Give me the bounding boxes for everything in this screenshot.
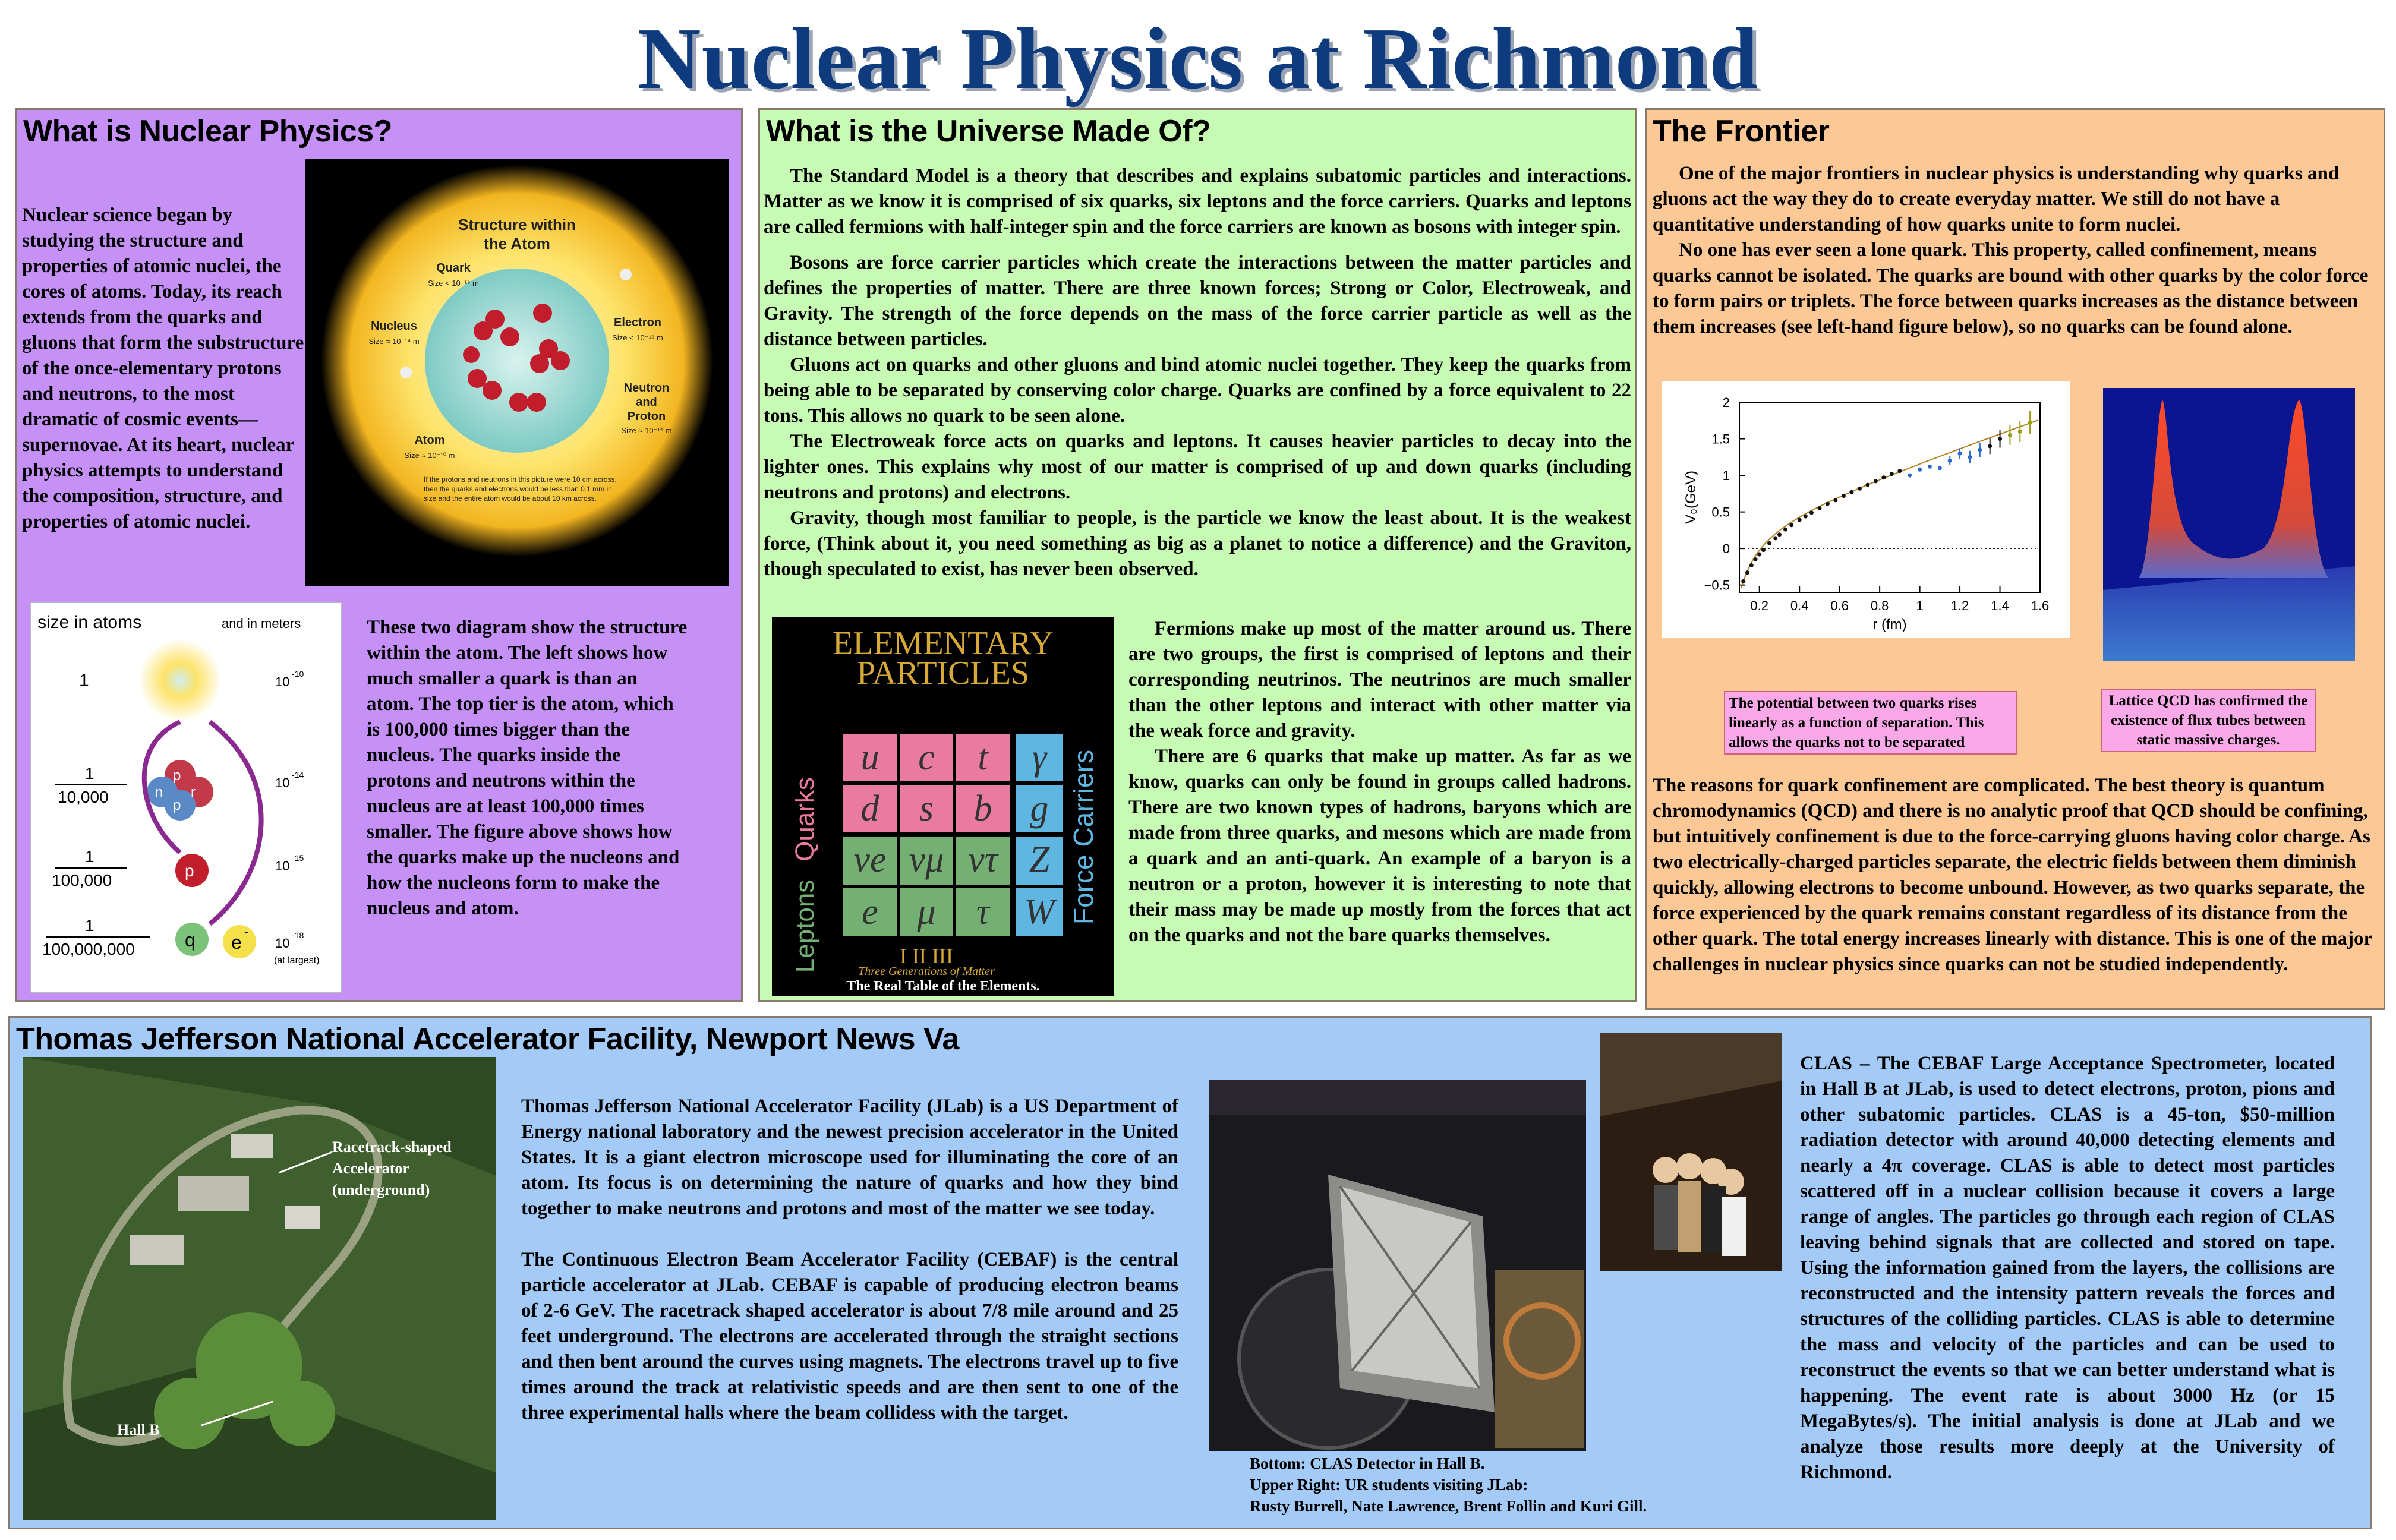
y-tick-label: 0 <box>1722 541 1730 557</box>
data-point <box>1998 437 2002 441</box>
fermions-para: Fermions make up most of the matter around us. There are two groups, the first is comprised of leptons and their corresponding neutrinos. The neutrinos are much smaller than the other leptons and interact with other matter via the weak force and gravity. <box>1128 618 1631 741</box>
row4-right: 10 <box>275 936 290 951</box>
chart-frame <box>1739 402 2040 592</box>
universe-text-top <box>764 163 1631 582</box>
label-atom-size: Size ≈ 10⁻¹⁰ m <box>404 451 455 460</box>
photo-caption-2: Upper Right: UR students visiting JLab: <box>1250 1476 1528 1494</box>
data-point <box>1948 459 1952 463</box>
frontier-para-3: The reasons for quark confinement are complicated. The best theory is quantum chromodynamics (QCD) and there is no analytic proof that QCD should be confining, but intuitively confinement is due to the force-carrying gluons having color charge. As two electrically-charged particles separate, the electric fields between them diminish quickly, allowing electrons to become unbound. However, as two quarks separate, the force experienced by the quark remains constant regardless of its distance from the other quark. The total energy increases linearly with distance. This is one of the major challenges in nuclear physics since quarks can not be studied independently. <box>1653 775 2372 975</box>
data-point <box>1918 468 1922 472</box>
bosons-para: Bosons are force carrier particles which create the interactions between the matter particles and defines the properties of matter. There are three known forces; Strong or Color, Electroweak, and Gravity. The strength of the force depends on the mass of the force carrier particle as well as the distance between particles. <box>764 252 1631 350</box>
data-point <box>1789 523 1793 527</box>
quark-u: u <box>860 737 879 778</box>
x-tick-label: 1.4 <box>1991 598 2009 613</box>
jlab-para-1: Thomas Jefferson National Accelerator Facility (JLab) is a US Department of Energy national laboratory and the newest precision accelerator in the United States. It is a giant electron microscope used for illuminating the core of an atom. Its focus is on determining the nature of quarks and how they bind together to make neutrons and protons and most of the matter we see today. <box>521 1096 1178 1219</box>
electron-label: e <box>231 932 242 953</box>
lepton-tau: τ <box>976 892 990 932</box>
scale-header-meters: and in meters <box>222 616 301 631</box>
panel-heading: The Frontier <box>1653 114 1830 149</box>
row2-num: 1 <box>85 764 94 782</box>
nucleon-r: r <box>191 784 196 800</box>
data-point <box>1741 579 1745 583</box>
label-neutron: Neutron <box>623 381 670 395</box>
boson-g: g <box>1030 788 1049 829</box>
label-quark-size: Size < 10⁻¹⁹ m <box>428 279 479 288</box>
atom-title-1: Structure within <box>458 216 576 233</box>
ep-quarks-label: Quarks <box>790 777 819 861</box>
data-point <box>1773 536 1777 540</box>
data-point <box>1881 475 1886 479</box>
data-point <box>1749 563 1754 567</box>
row4-exp: -18 <box>292 930 304 940</box>
intro-text: Nuclear science began by studying the structure and properties of atomic nuclei, the cores of atoms. Today, its reach extends from the quarks and gluons that form the substructure of the once-elementary protons and neutrons, to the most dramatic of cosmic events—supernovae. At its heart, nuclear physics attempts to understand the composition, structure, and properties of atomic nuclei. <box>22 204 304 532</box>
ep-generations: I II III <box>900 944 953 968</box>
data-point <box>1978 448 1982 452</box>
frontier-text-top <box>1653 161 2380 340</box>
atom-note-1: If the protons and neutrons in this picture were 10 cm across, <box>424 475 617 484</box>
lepton-vtau: ντ <box>968 840 998 880</box>
potential-chart-svg <box>1662 381 2070 638</box>
gravity-para: Gravity, though most familiar to people, is the particle we know the least about. It is the weakest force, (Think about it, you need something as big as a planet to notice a difference) and the Graviton, though speculated to exist, has never been observed. <box>764 507 1631 580</box>
nucleon-p2: p <box>173 797 181 813</box>
electron-minus: - <box>244 926 248 939</box>
data-point <box>2008 433 2012 437</box>
data-point <box>1908 474 1912 478</box>
ep-leptons-label: Leptons <box>790 879 819 973</box>
data-point <box>1804 515 1808 519</box>
data-point <box>1833 498 1837 502</box>
x-tick-label: 1.6 <box>2031 598 2050 613</box>
students-svg <box>1600 1033 1782 1271</box>
row2-den: 10,000 <box>58 788 109 806</box>
data-point <box>1874 479 1878 483</box>
panel-nuclear-physics <box>15 108 743 1002</box>
data-point <box>1798 518 1802 522</box>
data-point <box>2018 430 2022 434</box>
data-point <box>2028 421 2032 425</box>
data-point <box>1809 510 1814 515</box>
row4-den: 100,000,000 <box>42 940 135 958</box>
electron-dot <box>620 269 632 280</box>
data-point <box>1826 502 1830 506</box>
label-nucleus-size: Size ≈ 10⁻¹⁴ m <box>368 337 420 346</box>
quark-s: s <box>919 788 934 829</box>
elementary-particles-image <box>772 617 1114 996</box>
scale-diagram <box>30 602 342 993</box>
data-point <box>1777 532 1782 537</box>
y-tick-label: 1 <box>1722 468 1730 484</box>
row1-right: 10 <box>275 674 290 689</box>
data-point <box>1958 452 1962 456</box>
y-tick-label: −0.5 <box>1704 578 1730 593</box>
electroweak-para: The Electroweak force acts on quarks and leptons. It causes heavier particles to decay into the lighter ones. This explains why most of our matter is comprised of up and down quarks (including neutrons and protons) and electrons. <box>764 431 1631 503</box>
y-tick-label: 2 <box>1722 395 1730 410</box>
photo-caption-1: Bottom: CLAS Detector in Hall B. <box>1250 1454 1485 1472</box>
data-point <box>1890 472 1894 476</box>
atom-structure-image <box>305 159 729 586</box>
nucleus <box>425 269 609 453</box>
atom-note-3: size and the entire atom would be about 10 km across. <box>424 494 597 503</box>
row1-exp: -10 <box>292 669 304 679</box>
potential-chart <box>1662 381 2070 638</box>
quarks-para: There are 6 quarks that make up matter. As far as we know, quarks can only be found in groups called hadrons. There are two known types of hadrons, baryons which are made from three quarks, and mesons which are made from a quark and an anti-quark. An example of a baryon is a neutron or a proton, however it is interesting to note that their mass may be made up mostly from the forces that act on the quarks and not the bare quarks themselves. <box>1128 746 1631 946</box>
lepton-vmu: νμ <box>909 840 944 880</box>
data-point <box>1988 444 1992 448</box>
row4-num: 1 <box>85 916 94 935</box>
quark-b: b <box>973 788 992 829</box>
label-proton-size: Size ≈ 10⁻¹⁵ m <box>621 426 672 435</box>
panel-jlab <box>8 1016 2372 1529</box>
data-point <box>1757 553 1761 557</box>
lattice-qcd-image <box>2103 388 2355 661</box>
jlab-para-2: The Continuous Electron Beam Accelerator Facility (CEBAF) is the central particle accelerator at JLab. CEBAF is capable of producing electron beams of 2-6 GeV. The racetrack shaped accelerator is about 7/8 mile around and 25 feet underground. The electrons are accelerated through the straight sections and then bent around the curves using magnets. The electrons travel up to five times around the track at relativistic speeds and are then sent to one of the three experimental halls where the beam collidess with the target. <box>521 1249 1178 1424</box>
data-point <box>1842 494 1846 498</box>
aerial-photo-svg <box>23 1057 496 1520</box>
boson-w: W <box>1024 892 1055 932</box>
data-point <box>1767 541 1771 545</box>
atom-title-2: the Atom <box>484 235 550 253</box>
jlab-text <box>521 1094 1178 1426</box>
lattice-caption: Lattice QCD has confirmed the existence of flux tubes between static massive charges. <box>2101 689 2316 752</box>
lattice-qcd-svg <box>2103 388 2355 661</box>
photo-caption <box>1250 1453 1785 1517</box>
data-point <box>1865 483 1869 487</box>
data-point <box>1849 490 1853 494</box>
label-hall-b: Hall B <box>117 1421 160 1438</box>
students-photo <box>1600 1033 1782 1271</box>
photo-caption-3: Rusty Burrell, Nate Lawrence, Brent Follin and Kuri Gill. <box>1250 1497 1647 1515</box>
ep-title-2: PARTICLES <box>856 655 1030 692</box>
data-point <box>1938 466 1942 470</box>
boson-gamma: γ <box>1032 737 1047 778</box>
proton-label: p <box>185 861 194 880</box>
label-accelerator: Accelerator <box>332 1160 409 1177</box>
boson-z: Z <box>1029 840 1050 880</box>
ep-caption: The Real Table of the Elements. <box>846 979 1040 994</box>
data-point <box>1858 487 1862 491</box>
gluons-para: Gluons act on quarks and other gluons and bind atomic nuclei together. They keep the quarks from being able to be separated by conserving color charge. Quarks are confined by a force equivalent to 22 tons. This allows no quark to be seen alone. <box>764 354 1631 427</box>
panel-heading: Thomas Jefferson National Accelerator Facility, Newport News Va <box>16 1022 959 1056</box>
frontier-para-1: One of the major frontiers in nuclear physics is understanding why quarks and gluons act the way they do to create everyday matter. We still do not have a quantitative understanding of how quarks unite to form nuclei. <box>1653 163 2340 235</box>
aerial-photo <box>23 1057 496 1520</box>
elementary-particles-svg <box>772 617 1114 996</box>
data-point <box>1783 528 1787 532</box>
scale-diagram-svg <box>31 603 342 993</box>
label-atom: Atom <box>414 434 445 447</box>
label-electron: Electron <box>613 316 662 329</box>
clas-detector-svg <box>1209 1080 1586 1451</box>
label-underground: (underground) <box>332 1181 430 1198</box>
standard-model-para: The Standard Model is a theory that describes and explains subatomic particles and interactions. Matter as we know it is comprised of six quarks, six leptons and the force carriers. Quarks and leptons are called fermions with half-integer spin and the force carriers are known as bosons with integer spin. <box>764 165 1631 238</box>
atom-note-2: then the quarks and electrons would be less than 0.1 mm in <box>424 485 612 493</box>
row2-right: 10 <box>275 775 290 790</box>
data-point <box>1753 557 1757 561</box>
quark-c: c <box>918 737 935 778</box>
label-proton: Proton <box>627 410 666 423</box>
atom-structure-svg <box>305 159 729 586</box>
nucleon-p: p <box>173 768 181 784</box>
label-and: and <box>636 396 657 409</box>
data-point <box>1745 570 1749 575</box>
potential-caption: The potential between two quarks rises linearly as a function of separation. This allows the quarks not to be separated <box>1724 691 2017 755</box>
y-tick-label: 1.5 <box>1711 431 1730 447</box>
universe-text-bottom <box>1128 616 1631 948</box>
frontier-para-2: No one has ever seen a lone quark. This property, called confinement, means quarks cannot be isolated. The quarks are bound with other quarks by the color force to form pairs or triplets. The force between quarks increases as the distance between them increases (see left-hand figure below), so no quarks can be found alone. <box>1653 239 2369 337</box>
scale-header-atoms: size in atoms <box>37 613 142 632</box>
lepton-ve: νe <box>853 840 887 880</box>
ep-force-label: Force Carriers <box>1068 750 1099 924</box>
data-point <box>1968 455 1972 459</box>
panel-universe <box>758 108 1637 1002</box>
quark-d: d <box>860 788 879 829</box>
row3-right: 10 <box>275 859 290 873</box>
row1-left: 1 <box>79 671 89 690</box>
ep-title-1: ELEMENTARY <box>833 625 1054 662</box>
y-axis-label: V₀(GeV) <box>1683 471 1699 524</box>
label-racetrack: Racetrack-shaped <box>332 1138 452 1156</box>
data-point <box>1761 548 1766 552</box>
panel-heading: What is the Universe Made Of? <box>766 114 1211 149</box>
ep-generations-caption: Three Generations of Matter <box>858 965 995 978</box>
data-point <box>1928 465 1932 469</box>
electron-dot <box>400 367 412 378</box>
label-electron-size: Size < 10⁻¹⁸ m <box>612 333 663 342</box>
data-point <box>1897 469 1902 473</box>
row3-exp: -15 <box>292 853 304 863</box>
x-tick-label: 1 <box>1916 598 1924 613</box>
data-point <box>1817 506 1821 510</box>
diagram-explanation: These two diagram show the structure within the atom. The left shows how much smaller a quark is than an atom. The top tier is the atom, which is 100,000 times bigger than the nucleus. The quarks inside the protons and neutrons within the nucleus are at least 100,000 times smaller. The figure above shows how the quarks make up the nucleons and how the nucleons form to make the nucleus and atom. <box>367 617 688 919</box>
lepton-e: e <box>862 892 878 932</box>
fit-curve <box>1741 420 2038 588</box>
label-quark: Quark <box>436 261 471 274</box>
quark-label: q <box>185 929 196 951</box>
x-tick-label: 1.2 <box>1950 598 1969 613</box>
x-tick-label: 0.2 <box>1750 598 1769 613</box>
row3-num: 1 <box>85 847 94 866</box>
poster-title: Nuclear Physics at Richmond <box>637 10 1759 108</box>
quark-t: t <box>978 737 988 778</box>
y-tick-label: 0.5 <box>1711 504 1730 520</box>
panel-heading: What is Nuclear Physics? <box>23 114 392 149</box>
clas-text: CLAS – The CEBAF Large Acceptance Spectrometer, located in Hall B at JLab, is used to detect electrons, proton, pions and other subatomic particles. CLAS is a 45-ton, $50-million radiation detector with around 40,000 detecting elements and nearly a 4π coverage. CLAS is able to detect most particles scattered off in a nuclear collision because it covers a large range of angles. The particles go through each region of CLAS leaving behind signals that are collected and stored on tape. Using the information gained from the layers, the collisions are reconstructed and the intensity pattern reveals the forces and structures of the colliding particles. CLAS is able to determine the mass and velocity of the particles and can be used to reconstruct the events so that we can better understand what is happening. The event rate is about 3000 Hz (or 15 MegaBytes/s). The initial analysis is done at JLab and we analyze those results more deeply at the University of Richmond. <box>1800 1053 2335 1483</box>
lepton-mu: μ <box>917 892 936 932</box>
clas-detector-photo <box>1209 1080 1586 1451</box>
nucleon-n: n <box>155 784 163 800</box>
x-tick-label: 0.6 <box>1830 598 1849 613</box>
row3-den: 100,000 <box>52 871 112 889</box>
x-axis-label: r (fm) <box>1872 617 1907 633</box>
row2-exp: -14 <box>292 770 304 780</box>
x-tick-label: 0.4 <box>1790 598 1809 613</box>
atom-sphere <box>138 639 222 722</box>
label-nucleus: Nucleus <box>371 320 417 333</box>
panel-frontier <box>1645 108 2385 1010</box>
x-tick-label: 0.8 <box>1870 598 1889 613</box>
row4-note: (at largest) <box>274 955 320 965</box>
